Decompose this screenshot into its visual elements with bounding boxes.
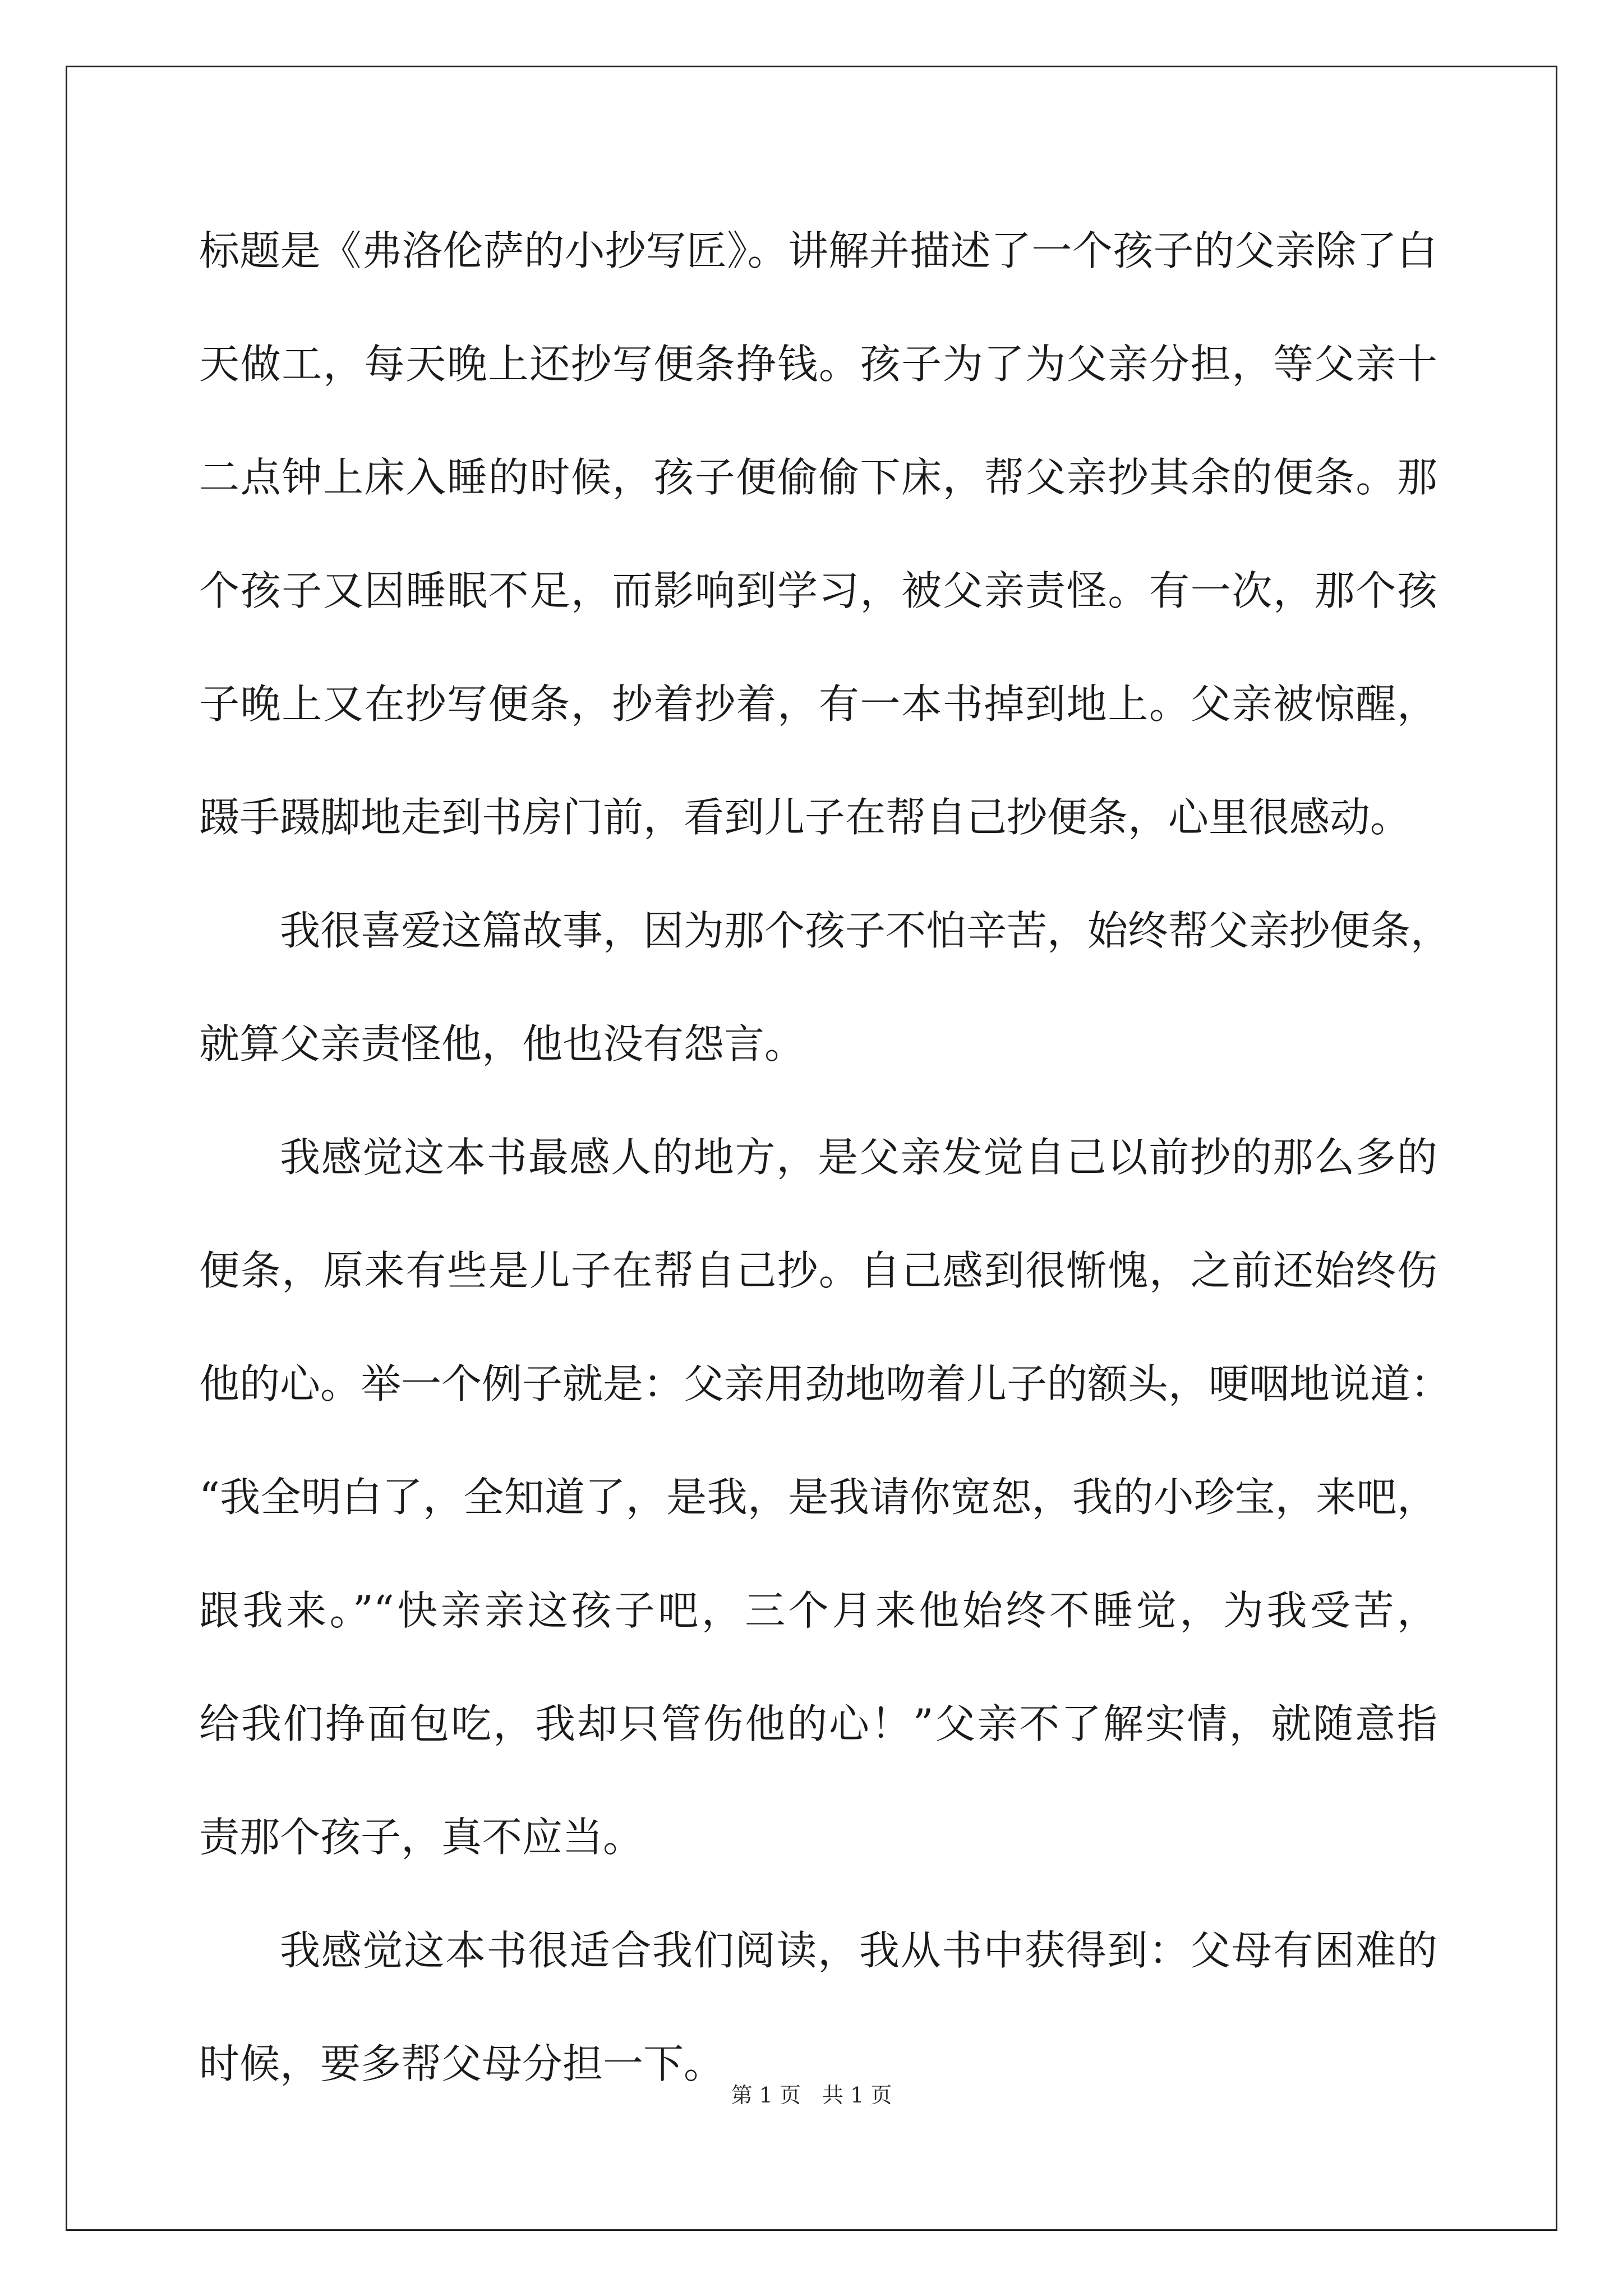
text-line: 蹑手蹑脚地走到书房门前，看到儿子在帮自己抄便条，心里很感动。 bbox=[199, 794, 1411, 841]
text-line: “我全明白了，全知道了，是我，是我请你宽恕，我的小珍宝，来吧， bbox=[199, 1474, 1437, 1521]
text-line: 子晚上又在抄写便条，抄着抄着，有一本书掉到地上。父亲被惊醒， bbox=[199, 680, 1437, 728]
text-line: 时候，要多帮父母分担一下。 bbox=[199, 2040, 725, 2087]
text-line: 便条，原来有些是儿子在帮自己抄。自己感到很惭愧，之前还始终伤 bbox=[199, 1247, 1437, 1294]
document-body bbox=[199, 220, 1451, 2147]
text-line: 跟我来。”“快亲亲这孩子吧，三个月来他始终不睡觉，为我受苦， bbox=[199, 1587, 1437, 1634]
text-line: 天做工，每天晚上还抄写便条挣钱。孩子为了为父亲分担，等父亲十 bbox=[199, 341, 1437, 388]
text-line: 给我们挣面包吃，我却只管伤他的心！”父亲不了解实情，就随意指 bbox=[199, 1700, 1437, 1747]
text-line: 二点钟上床入睡的时候，孩子便偷偷下床，帮父亲抄其余的便条。那 bbox=[199, 454, 1437, 501]
text-line: 个孩子又因睡眠不足，而影响到学习，被父亲责怪。有一次，那个孩 bbox=[199, 567, 1437, 614]
text-line: 责那个孩子，真不应当。 bbox=[199, 1814, 644, 1861]
text-line: 我感觉这本书很适合我们阅读，我从书中获得到：父母有困难的 bbox=[280, 1927, 1437, 1974]
text-line: 就算父亲责怪他，他也没有怨言。 bbox=[199, 1020, 805, 1068]
page-footer: 第 1 页 共 1 页 bbox=[731, 2083, 892, 2108]
text-line: 我很喜爱这篇故事，因为那个孩子不怕辛苦，始终帮父亲抄便条， bbox=[280, 907, 1451, 954]
text-line: 他的心。举一个例子就是：父亲用劲地吻着儿子的额头，哽咽地说道： bbox=[199, 1360, 1451, 1407]
text-line: 标题是《弗洛伦萨的小抄写匠》。讲解并描述了一个孩子的父亲除了白 bbox=[199, 227, 1437, 274]
text-line: 我感觉这本书最感人的地方，是父亲发觉自己以前抄的那么多的 bbox=[280, 1134, 1437, 1181]
